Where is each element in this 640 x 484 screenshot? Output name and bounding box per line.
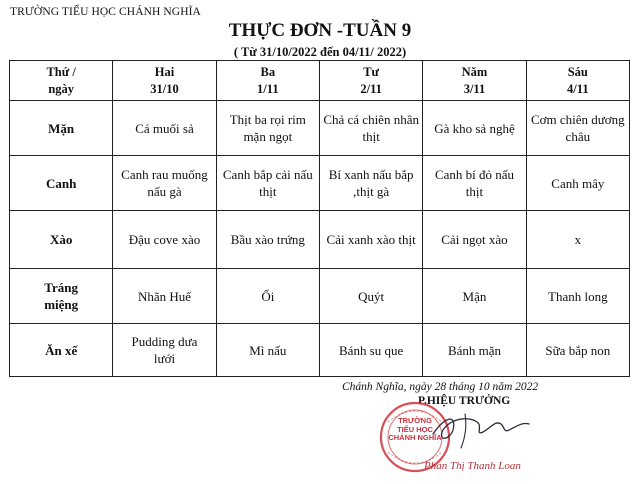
cell-line: Gà kho sả nghệ (434, 120, 515, 136)
cell-line: Cải xanh xào thịt (326, 232, 416, 247)
menu-cell (113, 101, 216, 156)
cell-line: Thanh long (548, 288, 608, 304)
menu-cell (113, 269, 216, 324)
cell-line: nấu gà (147, 184, 182, 199)
cell-line: Canh rau muống (121, 167, 208, 182)
place-date: Chánh Nghĩa, ngày 28 tháng 10 năm 2022 (342, 381, 539, 393)
row-label-line: Canh (45, 175, 77, 191)
row-label-line: miệng (44, 297, 79, 312)
day-name: Năm (461, 64, 488, 79)
cell-line: Nhãn Huế (137, 288, 192, 304)
day-name: Hai (154, 64, 175, 79)
cell-line: Bánh su que (339, 342, 404, 358)
cell-line: thịt (362, 129, 380, 144)
menu-cell (423, 324, 526, 377)
menu-cell (113, 324, 216, 377)
day-date: 2/11 (360, 81, 382, 96)
signature-icon (425, 396, 535, 456)
day-header (216, 61, 319, 101)
signer-name: Phan Thị Thanh Loan (424, 460, 521, 472)
row-label-line: Xào (49, 232, 73, 247)
cell-line: ,thịt gà (353, 184, 390, 199)
table-header-row (10, 61, 630, 101)
cell-line: x (574, 232, 582, 247)
stamp-line: CHÁNH NGHĨA (388, 433, 442, 442)
page-title: THỰC ĐƠN -TUẦN 9 (228, 20, 412, 41)
row-label-line: Mặn (48, 120, 75, 136)
cell-line: Quýt (358, 288, 385, 304)
cell-line: mặn ngọt (243, 129, 293, 144)
table-row (10, 269, 630, 324)
day-header (319, 61, 422, 101)
cell-line: Bánh mặn (447, 342, 502, 358)
cell-line: Cơm chiên dương (530, 112, 625, 127)
row-label (10, 211, 113, 269)
menu-cell (113, 156, 216, 211)
menu-table (9, 60, 630, 377)
cell-line: Đậu cove xào (128, 232, 201, 247)
signer-role: P.HIỆU TRƯỞNG (418, 395, 511, 407)
table-row (10, 101, 630, 156)
menu-cell (319, 269, 422, 324)
menu-cell (319, 101, 422, 156)
row-label (10, 156, 113, 211)
row-label (10, 101, 113, 156)
cell-line: Bầu xào trứng (230, 232, 305, 247)
menu-cell (216, 269, 319, 324)
menu-cell (526, 101, 629, 156)
day-name: Ba (260, 64, 276, 79)
corner-header (10, 61, 113, 101)
menu-cell (216, 211, 319, 269)
cell-line: lưới (153, 351, 176, 366)
day-date: 1/11 (257, 81, 279, 96)
cell-line: thịt (259, 184, 277, 199)
day-date: 31/10 (150, 81, 179, 96)
table-row (10, 156, 630, 211)
menu-cell (216, 156, 319, 211)
menu-cell (216, 101, 319, 156)
menu-cell (526, 156, 629, 211)
menu-cell (526, 269, 629, 324)
cell-line: châu (565, 129, 591, 144)
cell-line: thịt (465, 184, 484, 199)
corner-line: ngày (48, 81, 75, 96)
day-date: 3/11 (463, 81, 486, 96)
cell-line: Pudding dưa (131, 334, 198, 349)
day-header (113, 61, 216, 101)
cell-line: Cải ngọt xào (441, 232, 508, 247)
stamp-line: TIỂU HỌC (397, 424, 433, 434)
row-label (10, 269, 113, 324)
cell-line: Mận (462, 288, 487, 304)
day-header (423, 61, 526, 101)
menu-cell (113, 211, 216, 269)
cell-line: Canh bí đỏ nấu (434, 167, 515, 182)
stamp-line: TRƯỜNG (398, 416, 432, 425)
day-name: Sáu (567, 64, 588, 79)
cell-line: Canh bắp cải nấu (222, 167, 313, 182)
table-row (10, 211, 630, 269)
day-header (526, 61, 629, 101)
row-label (10, 324, 113, 377)
menu-cell (423, 156, 526, 211)
date-range: ( Từ 31/10/2022 đến 04/11/ 2022) (233, 45, 407, 59)
cell-line: Bí xanh nấu bắp (328, 167, 414, 182)
day-name: Tư (363, 64, 380, 79)
cell-line: Thịt ba rọi rim (229, 112, 306, 127)
menu-cell (423, 269, 526, 324)
corner-line: Thứ / (46, 64, 76, 79)
cell-line: Sữa bắp non (545, 342, 611, 358)
cell-line: Canh mây (551, 175, 605, 191)
school-name: TRƯỜNG TIỂU HỌC CHÁNH NGHĨA (10, 6, 201, 18)
menu-cell (526, 211, 629, 269)
row-label-line: Tráng (44, 280, 79, 295)
menu-cell (319, 211, 422, 269)
menu-cell (526, 324, 629, 377)
menu-cell (319, 324, 422, 377)
cell-line: Cá muối sả (135, 120, 194, 136)
cell-line: Chả cá chiên nhân (323, 112, 419, 127)
menu-cell (216, 324, 319, 377)
day-date: 4/11 (567, 81, 589, 96)
cell-line: Ổi (261, 288, 275, 304)
table-row (10, 324, 630, 377)
menu-cell (423, 101, 526, 156)
cell-line: Mì nấu (249, 342, 287, 358)
menu-cell (423, 211, 526, 269)
menu-cell (319, 156, 422, 211)
row-label-line: Ăn xế (45, 342, 78, 358)
